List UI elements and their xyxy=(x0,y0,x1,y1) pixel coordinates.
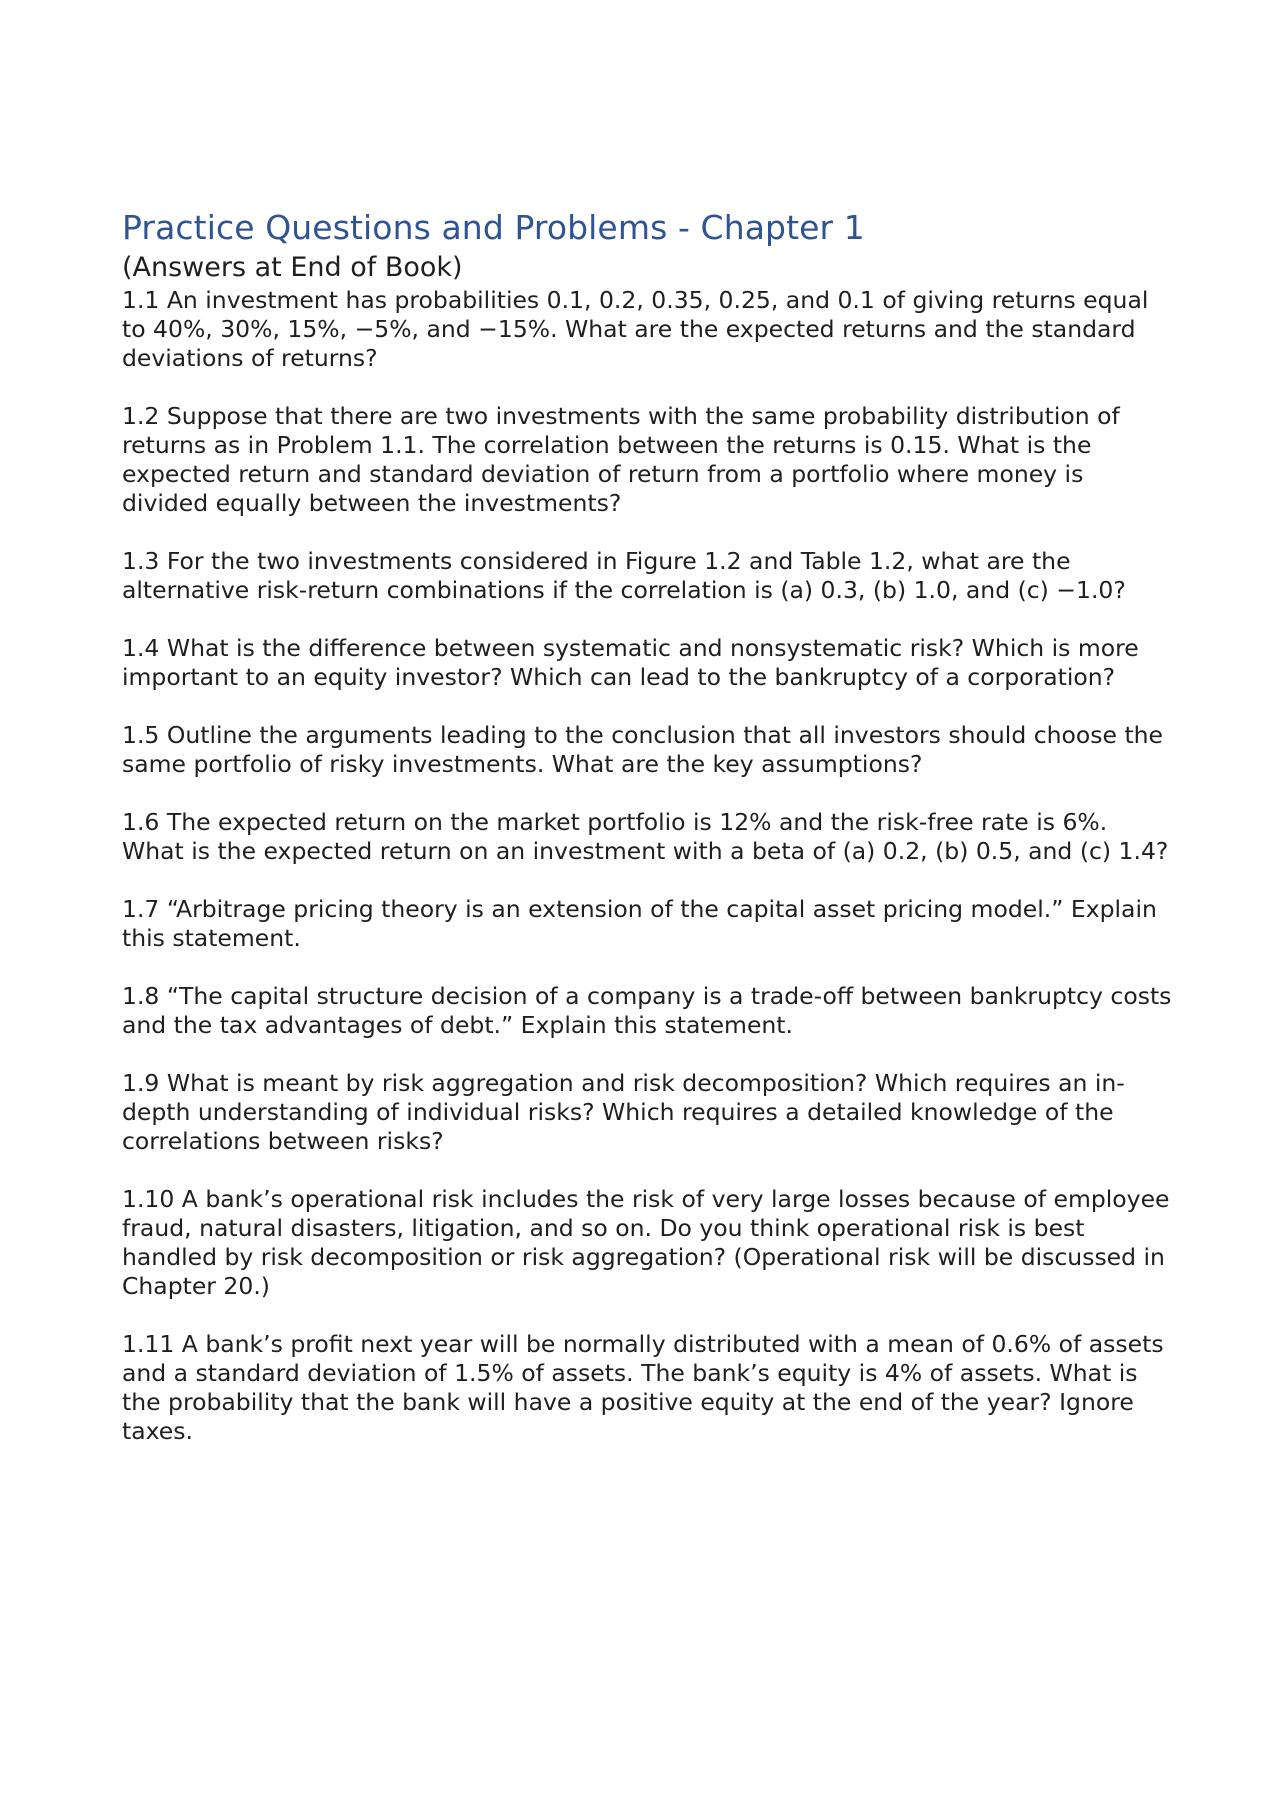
question-1-4: 1.4 What is the difference between systematic and nonsystematic risk? Which is more important to an equity investor? Which can lead to the bankruptcy of a corporation? xyxy=(122,634,1139,691)
question-1-6: 1.6 The expected return on the market portfolio is 12% and the risk-free rate is 6%. What is the expected return on an investment with a beta of (a) 0.2, (b) 0.5, and (c) 1.4? xyxy=(122,808,1169,865)
question-1-10: 1.10 A bank’s operational risk includes the risk of very large losses because of employee fraud, natural disasters, litigation, and so on. Do you think operational risk is best handled by risk decomposition or risk aggregation? (Operational risk will be discussed in Chapter 20.) xyxy=(122,1185,1170,1300)
question-1-11: 1.11 A bank’s profit next year will be normally distributed with a mean of 0.6% of assets and a standard deviation of 1.5% of assets. The bank’s equity is 4% of assets. What is the probability that the bank will have a positive equity at the end of the year? Ignore taxes. xyxy=(122,1330,1164,1445)
document-content xyxy=(122,206,1172,1475)
question-1-8: 1.8 “The capital structure decision of a company is a trade-off between bankruptcy costs and the tax advantages of debt.” Explain this statement. xyxy=(122,982,1172,1039)
question-1-3: 1.3 For the two investments considered in Figure 1.2 and Table 1.2, what are the alternative risk-return combinations if the correlation is (a) 0.3, (b) 1.0, and (c) −1.0? xyxy=(122,547,1126,604)
question-1-1: 1.1 An investment has probabilities 0.1, 0.2, 0.35, 0.25, and 0.1 of giving returns equal to 40%, 30%, 15%, −5%, and −15%. What are the expected returns and the standard deviations of returns? xyxy=(122,286,1149,372)
document-title: Practice Questions and Problems - Chapter 1 xyxy=(122,208,865,247)
question-1-7: 1.7 “Arbitrage pricing theory is an extension of the capital asset pricing model.” Explain this statement. xyxy=(122,895,1157,952)
document-subtitle: (Answers at End of Book) xyxy=(122,252,463,283)
question-1-5: 1.5 Outline the arguments leading to the conclusion that all investors should choose the same portfolio of risky investments. What are the key assumptions? xyxy=(122,721,1164,778)
question-1-9: 1.9 What is meant by risk aggregation and risk decomposition? Which requires an in-depth understanding of individual risks? Which requires a detailed knowledge of the correlations between risks? xyxy=(122,1069,1125,1155)
question-1-2: 1.2 Suppose that there are two investments with the same probability distribution of returns as in Problem 1.1. The correlation between the returns is 0.15. What is the expected return and standard deviation of return from a portfolio where money is divided equally between the investments? xyxy=(122,402,1120,517)
